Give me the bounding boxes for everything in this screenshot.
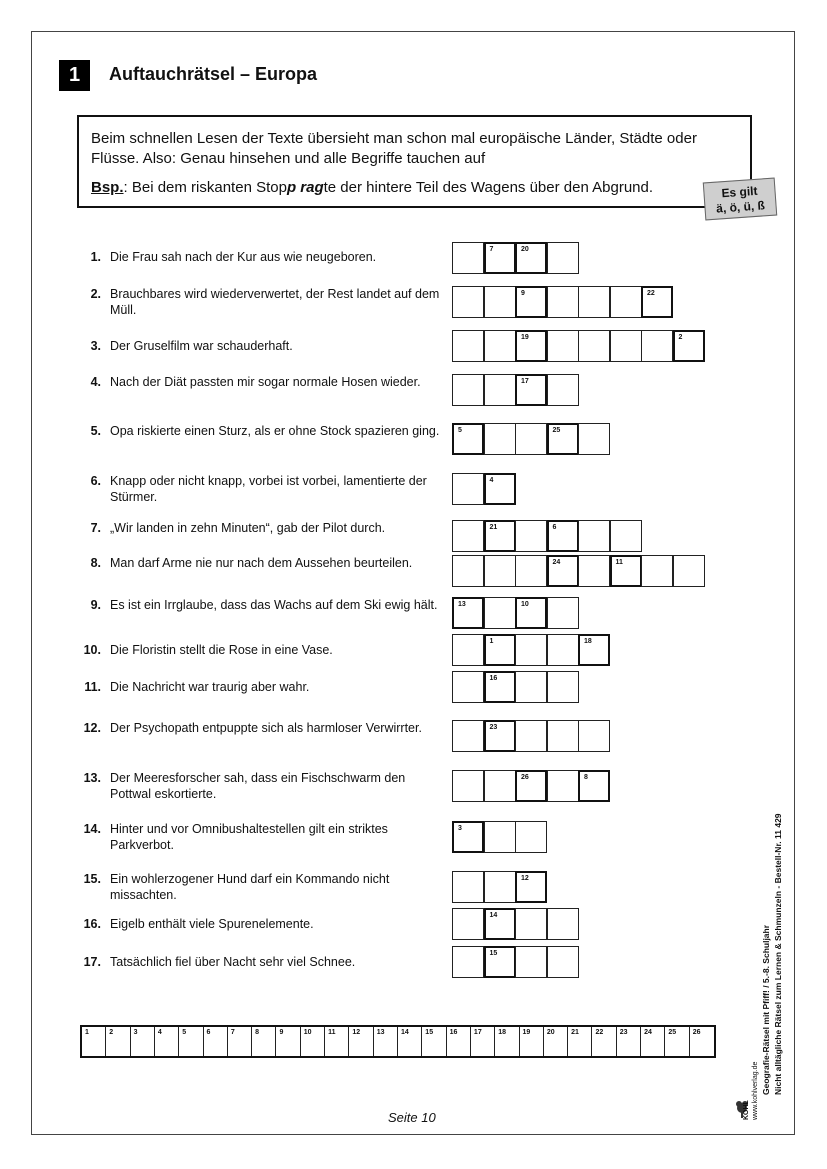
cell-number: 19 xyxy=(521,334,529,341)
solution-cell[interactable] xyxy=(471,1027,495,1056)
solution-cell-number: 9 xyxy=(279,1029,284,1036)
question-text: Ein wohlerzogener Hund darf ein Kommando nicht missachten. xyxy=(110,872,390,902)
answer-cell[interactable] xyxy=(547,555,579,587)
answer-cell[interactable] xyxy=(515,946,547,978)
solution-cell-number: 6 xyxy=(206,1029,211,1036)
page-title: Auftauchrätsel – Europa xyxy=(109,64,318,84)
answer-cell[interactable] xyxy=(547,286,579,318)
answer-cell[interactable] xyxy=(578,286,610,318)
cell-number: 21 xyxy=(489,524,498,531)
answer-cell[interactable] xyxy=(515,520,547,552)
answer-cell[interactable] xyxy=(452,671,484,703)
question-number: 17. xyxy=(83,955,101,969)
solution-cell[interactable] xyxy=(690,1027,714,1056)
side-subtitle: Nicht alltägliche Rätsel zum Lernen & Schmunzeln - Bestell-Nr. 11 429 xyxy=(773,813,783,1095)
solution-cell-number: 24 xyxy=(644,1029,652,1036)
answer-cell[interactable] xyxy=(578,423,610,455)
answer-cell[interactable] xyxy=(452,520,484,552)
answer-cell[interactable] xyxy=(673,555,705,587)
cell-number: 5 xyxy=(458,427,462,434)
solution-cell[interactable] xyxy=(447,1027,471,1056)
solution-cell[interactable] xyxy=(301,1027,325,1056)
solution-cell-number: 12 xyxy=(352,1029,361,1036)
answer-cell[interactable] xyxy=(452,946,484,978)
question-text: Hinter und vor Omnibushaltestellen gilt ein striktes Parkverbot. xyxy=(110,822,388,852)
answer-cell[interactable] xyxy=(515,286,547,318)
answer-cell[interactable] xyxy=(484,597,516,629)
solution-cell[interactable] xyxy=(179,1027,203,1056)
cell-number: 14 xyxy=(489,912,498,919)
cell-number: 12 xyxy=(521,875,529,882)
solution-cell[interactable] xyxy=(276,1027,300,1056)
solution-cell-number: 26 xyxy=(692,1029,701,1036)
answer-cell[interactable] xyxy=(452,821,484,853)
solution-cell-number: 15 xyxy=(425,1029,434,1036)
solution-cell-number: 22 xyxy=(595,1029,604,1036)
question-text: Nach der Diät passten mir sogar normale Hosen wieder. xyxy=(110,375,421,389)
answer-cell[interactable] xyxy=(547,520,579,552)
answer-cell[interactable] xyxy=(515,770,547,802)
solution-cell-number: 1 xyxy=(85,1029,89,1036)
note-line-2: ä, ö, ü, ß xyxy=(715,198,766,216)
answer-cell[interactable] xyxy=(578,555,610,587)
answer-cell[interactable] xyxy=(452,374,484,406)
question-number: 13. xyxy=(83,771,101,785)
solution-cell[interactable] xyxy=(568,1027,592,1056)
answer-cell[interactable] xyxy=(641,286,673,318)
answer-cell[interactable] xyxy=(515,374,547,406)
cell-number: 3 xyxy=(458,825,462,832)
page-number: Seite 10 xyxy=(388,1110,436,1125)
solution-cell[interactable] xyxy=(665,1027,689,1056)
solution-cell-number: 11 xyxy=(328,1029,336,1036)
solution-cell-number: 3 xyxy=(133,1029,138,1036)
answer-cell[interactable] xyxy=(515,871,547,903)
answer-cell[interactable] xyxy=(452,720,484,752)
answer-cell[interactable] xyxy=(484,908,516,940)
question-text: Tatsächlich fiel über Nacht sehr viel Schnee. xyxy=(110,955,356,969)
answer-cell[interactable] xyxy=(578,770,610,802)
answer-cell[interactable] xyxy=(547,374,579,406)
cell-number: 26 xyxy=(521,774,529,781)
answer-cell[interactable] xyxy=(484,520,516,552)
question-text: Der Meeresforscher sah, dass ein Fischschwarm den Pottwal eskortierte. xyxy=(110,771,406,801)
question-number: 16. xyxy=(83,917,101,931)
cell-number: 7 xyxy=(489,246,494,253)
answer-cell[interactable] xyxy=(515,555,547,587)
cell-number: 20 xyxy=(521,246,529,253)
solution-cell-number: 21 xyxy=(571,1029,579,1036)
answer-cell[interactable] xyxy=(578,330,610,362)
question-text: Der Gruselfilm war schauderhaft. xyxy=(110,339,293,353)
publisher-info xyxy=(742,1062,760,1120)
solution-cell[interactable] xyxy=(252,1027,276,1056)
solution-cell[interactable] xyxy=(374,1027,398,1056)
answer-cell[interactable] xyxy=(484,671,516,703)
answer-cell[interactable] xyxy=(547,908,579,940)
answer-cell[interactable] xyxy=(484,242,516,274)
solution-cell[interactable] xyxy=(617,1027,641,1056)
answer-cell[interactable] xyxy=(578,634,610,666)
solution-cell-number: 25 xyxy=(668,1029,677,1036)
solution-cell-number: 20 xyxy=(546,1029,555,1036)
question-number: 12. xyxy=(83,721,101,735)
question-number: 5. xyxy=(90,424,101,438)
cell-number: 17 xyxy=(521,378,529,385)
solution-cell[interactable] xyxy=(204,1027,228,1056)
question-text: Der Psychopath entpuppte sich als harmloser Verwirrter. xyxy=(110,721,422,735)
answer-cell[interactable] xyxy=(515,423,547,455)
answer-cell[interactable] xyxy=(484,330,516,362)
answer-cell[interactable] xyxy=(610,555,642,587)
example-label: Bsp. xyxy=(91,179,124,196)
answer-cell[interactable] xyxy=(452,286,484,318)
answer-cell[interactable] xyxy=(484,946,516,978)
question-number: 15. xyxy=(83,872,101,886)
question-number: 1. xyxy=(90,250,101,264)
cell-number: 16 xyxy=(489,675,498,682)
cell-number: 10 xyxy=(521,601,529,608)
solution-cell[interactable] xyxy=(106,1027,130,1056)
solution-cell-number: 8 xyxy=(255,1029,260,1036)
solution-cell[interactable] xyxy=(398,1027,422,1056)
answer-cell[interactable] xyxy=(515,671,547,703)
cell-number: 25 xyxy=(552,427,561,434)
cell-number: 13 xyxy=(458,601,466,608)
umlaut-note xyxy=(703,178,777,221)
answer-cell[interactable] xyxy=(484,473,516,505)
solution-cell[interactable] xyxy=(422,1027,446,1056)
question-text: Brauchbares wird wiederverwertet, der Rest landet auf dem Müll. xyxy=(110,287,440,317)
solution-cell-number: 23 xyxy=(619,1029,628,1036)
answer-cell[interactable] xyxy=(515,330,547,362)
answer-cell[interactable] xyxy=(484,374,516,406)
publisher-name: KOHL xyxy=(743,1100,750,1120)
solution-cell[interactable] xyxy=(349,1027,373,1056)
cell-number: 8 xyxy=(584,774,588,781)
question-text: „Wir landen in zehn Minuten“, gab der Pilot durch. xyxy=(110,521,386,535)
question-text: Opa riskierte einen Sturz, als er ohne Stock spazieren ging. xyxy=(110,424,440,438)
instruction-box xyxy=(77,115,752,208)
answer-cell[interactable] xyxy=(484,286,516,318)
question-number: 11. xyxy=(84,680,101,694)
answer-cell[interactable] xyxy=(547,330,579,362)
solution-cell-number: 16 xyxy=(449,1029,458,1036)
question-text: Die Nachricht war traurig aber wahr. xyxy=(110,680,310,694)
cell-number: 15 xyxy=(489,950,498,957)
answer-cell[interactable] xyxy=(641,330,673,362)
cell-number: 22 xyxy=(647,290,655,297)
solution-cell[interactable] xyxy=(592,1027,616,1056)
solution-grid xyxy=(80,1025,716,1058)
answer-cell[interactable] xyxy=(515,821,547,853)
solution-cell[interactable] xyxy=(520,1027,544,1056)
question-number: 7. xyxy=(90,521,101,535)
example-line xyxy=(91,178,738,198)
question-number: 4. xyxy=(90,375,101,389)
answer-cell[interactable] xyxy=(547,242,579,274)
question-number: 3. xyxy=(90,339,101,353)
answer-cell[interactable] xyxy=(452,770,484,802)
side-info xyxy=(760,715,784,1095)
cell-number: 23 xyxy=(489,724,498,731)
answer-cell[interactable] xyxy=(484,720,516,752)
answer-cell[interactable] xyxy=(452,242,484,274)
exercise-number: 1 xyxy=(59,60,90,91)
question-text: Die Frau sah nach der Kur aus wie neugeboren. xyxy=(110,250,377,264)
solution-cell-number: 5 xyxy=(182,1029,187,1036)
answer-cell[interactable] xyxy=(578,720,610,752)
answer-cell[interactable] xyxy=(452,908,484,940)
solution-cell-number: 14 xyxy=(401,1029,409,1036)
cell-number: 2 xyxy=(678,334,683,341)
answer-cell[interactable] xyxy=(515,242,547,274)
question-text: Die Floristin stellt die Rose in eine Vase. xyxy=(110,643,333,657)
answer-cell[interactable] xyxy=(610,520,642,552)
answer-cell[interactable] xyxy=(578,520,610,552)
cell-number: 1 xyxy=(489,638,494,645)
solution-cell[interactable] xyxy=(155,1027,179,1056)
question-text: Eigelb enthält viele Spurenelemente. xyxy=(110,917,314,931)
solution-cell-number: 13 xyxy=(376,1029,385,1036)
answer-cell[interactable] xyxy=(547,946,579,978)
question-text: Man darf Arme nie nur nach dem Aussehen beurteilen. xyxy=(110,556,413,570)
cell-number: 6 xyxy=(552,524,557,531)
question-text: Es ist ein Irrglaube, dass das Wachs auf dem Ski ewig hält. xyxy=(110,598,438,612)
answer-cell[interactable] xyxy=(547,423,579,455)
answer-cell[interactable] xyxy=(484,871,516,903)
answer-cell[interactable] xyxy=(547,597,579,629)
answer-cell[interactable] xyxy=(515,908,547,940)
answer-cell[interactable] xyxy=(610,286,642,318)
answer-cell[interactable] xyxy=(484,821,516,853)
instruction-text: Beim schnellen Lesen der Texte übersieht man schon mal europäische Länder, Städte oder Flüsse. Also: Genau hinsehen und alle Begriffe tauchen auf xyxy=(91,130,697,167)
solution-cell[interactable] xyxy=(325,1027,349,1056)
solution-cell-number: 19 xyxy=(522,1029,531,1036)
cell-number: 24 xyxy=(552,559,561,566)
cell-number: 11 xyxy=(615,559,623,566)
question-number: 6. xyxy=(90,474,101,488)
solution-cell[interactable] xyxy=(131,1027,155,1056)
publisher-url: www.kohlverlag.de xyxy=(752,1061,759,1120)
cell-number: 9 xyxy=(521,290,525,297)
example-post: te der hintere Teil des Wagens über den Abgrund. xyxy=(323,179,654,196)
note-line-1: Es gilt xyxy=(721,183,758,201)
question-number: 10. xyxy=(83,643,101,657)
answer-cell[interactable] xyxy=(452,423,484,455)
solution-cell-number: 10 xyxy=(303,1029,312,1036)
answer-cell[interactable] xyxy=(484,555,516,587)
solution-cell-number: 2 xyxy=(109,1029,114,1036)
example-pre: : Bei dem riskanten Stop xyxy=(123,179,287,196)
answer-cell[interactable] xyxy=(641,555,673,587)
cell-number: 18 xyxy=(584,638,592,645)
question-number: 8. xyxy=(90,556,101,570)
cell-number: 4 xyxy=(489,477,494,484)
solution-cell[interactable] xyxy=(82,1027,106,1056)
solution-cell[interactable] xyxy=(544,1027,568,1056)
solution-cell[interactable] xyxy=(228,1027,252,1056)
answer-cell[interactable] xyxy=(515,597,547,629)
answer-cell[interactable] xyxy=(673,330,705,362)
solution-cell-number: 7 xyxy=(230,1029,235,1036)
answer-cell[interactable] xyxy=(484,770,516,802)
answer-cell[interactable] xyxy=(484,634,516,666)
answer-cell[interactable] xyxy=(452,555,484,587)
answer-cell[interactable] xyxy=(515,634,547,666)
answer-cell[interactable] xyxy=(515,720,547,752)
answer-cell[interactable] xyxy=(610,330,642,362)
question-text: Knapp oder nicht knapp, vorbei ist vorbei, lamentierte der Stürmer. xyxy=(110,474,427,504)
answer-cell[interactable] xyxy=(452,871,484,903)
answer-cell[interactable] xyxy=(547,770,579,802)
answer-cell[interactable] xyxy=(484,423,516,455)
side-series: Geografie-Rätsel mit Pfiff! / 5.-8. Schuljahr xyxy=(761,924,771,1095)
question-number: 14. xyxy=(83,822,101,836)
answer-cell[interactable] xyxy=(452,473,484,505)
solution-cell-number: 17 xyxy=(473,1029,482,1036)
answer-cell[interactable] xyxy=(452,634,484,666)
solution-cell[interactable] xyxy=(641,1027,665,1056)
answer-cell[interactable] xyxy=(452,330,484,362)
question-number: 9. xyxy=(90,598,101,612)
answer-cell[interactable] xyxy=(547,720,579,752)
answer-cell[interactable] xyxy=(547,671,579,703)
question-number: 2. xyxy=(90,287,101,301)
answer-cell[interactable] xyxy=(547,634,579,666)
example-highlight: p rag xyxy=(286,179,324,196)
solution-cell-number: 4 xyxy=(157,1029,162,1036)
solution-cell[interactable] xyxy=(495,1027,519,1056)
answer-cell[interactable] xyxy=(452,597,484,629)
solution-cell-number: 18 xyxy=(498,1029,507,1036)
